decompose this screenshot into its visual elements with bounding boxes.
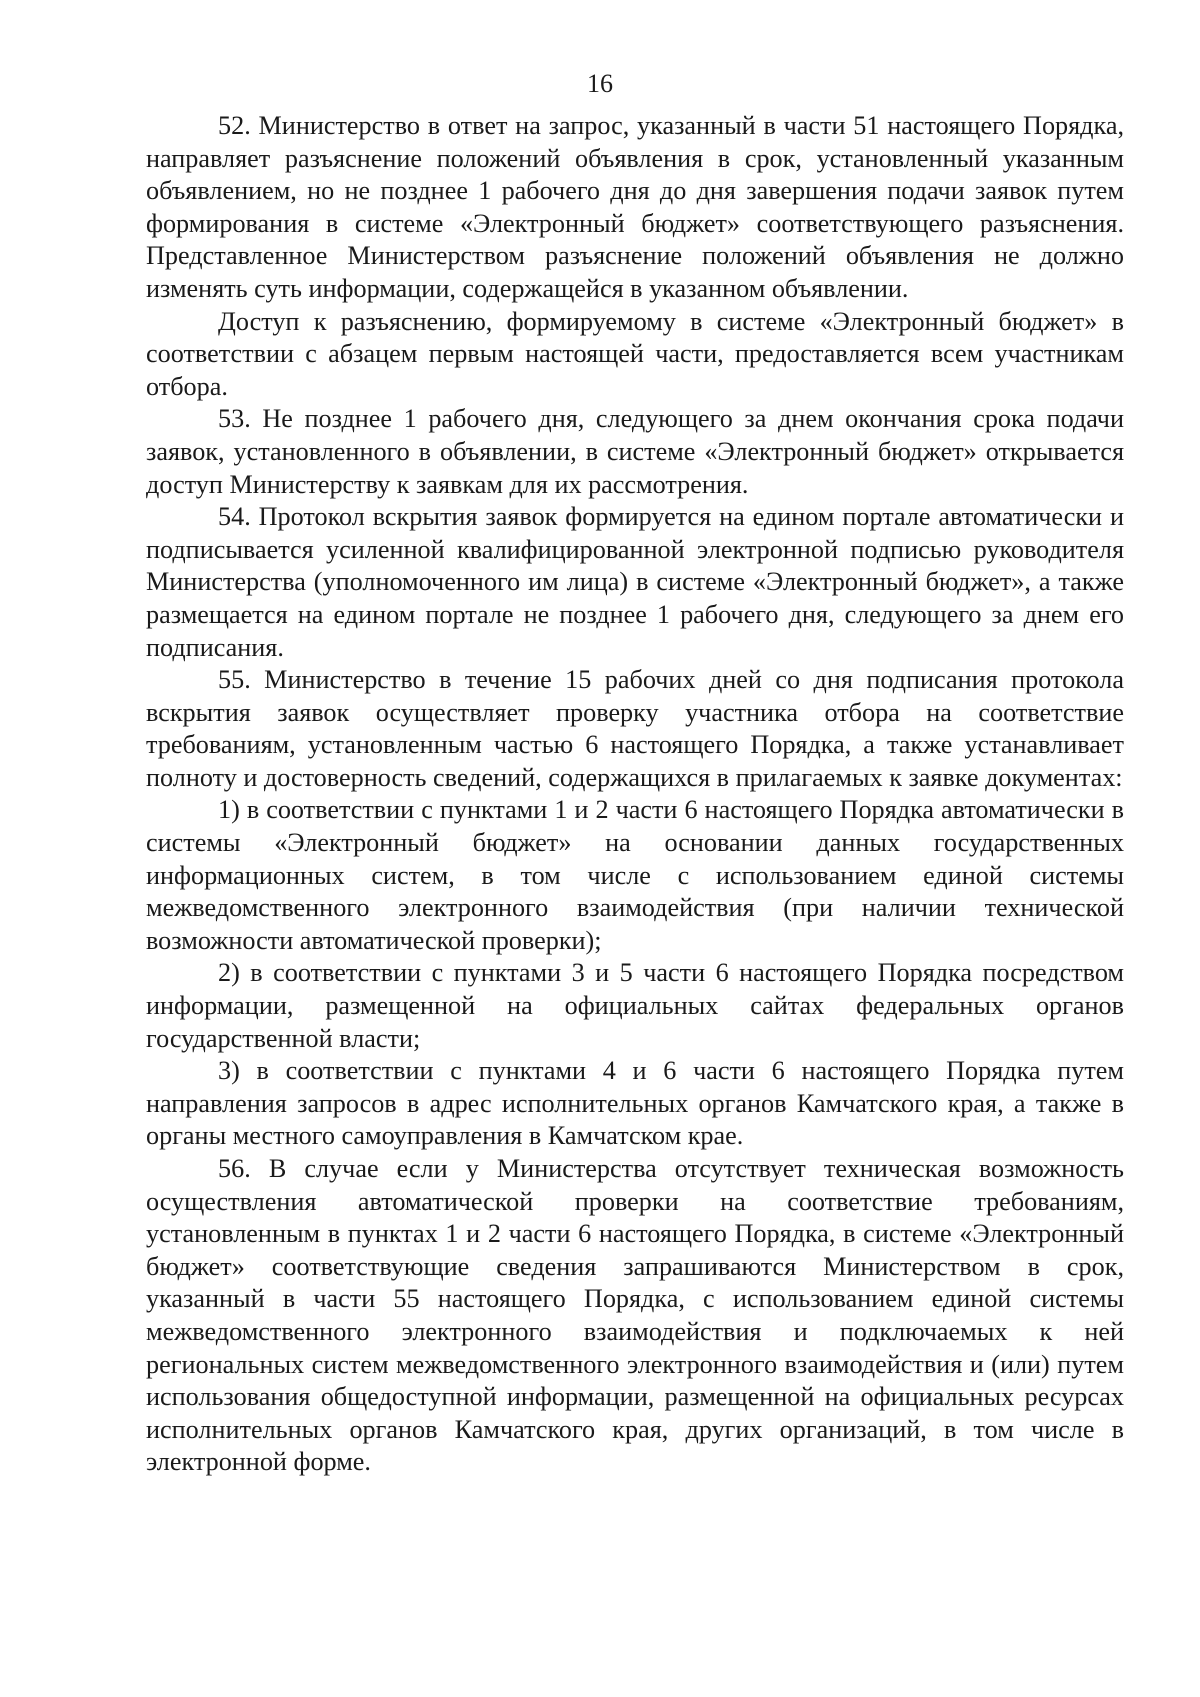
paragraph-53: 53. Не позднее 1 рабочего дня, следующего за днем окончания срока подачи заявок, установленного в объявлении, в системе «Электронный бюджет» открывается доступ Министерству к заявкам для их рассмотрения. — [146, 404, 1124, 499]
document-body — [146, 110, 1124, 1479]
paragraph-55-item-1: 1) в соответствии с пунктами 1 и 2 части 6 настоящего Порядка автоматически в системы «Электронный бюджет» на основании данных государственных информационных систем, в том числе с использованием единой системы межведомственного электронного взаимодействия (при наличии технической возможности автоматической проверки); — [146, 795, 1124, 955]
paragraph-56: 56. В случае если у Министерства отсутствует техническая возможность осуществления автоматической проверки на соответствие требованиям, установленным в пунктах 1 и 2 части 6 настоящего Порядка, в системе «Электронный бюджет» соответствующие сведения запрашиваются Министерством в срок, указанный в части 55 настоящего Порядка, с использованием единой системы межведомственного электронного взаимодействия и подключаемых к ней региональных систем межведомственного электронного взаимодействия и (или) путем использования общедоступной информации, размещенной на официальных ресурсах исполнительных органов Камчатского края, других организаций, в том числе в электронной форме. — [146, 1154, 1124, 1477]
paragraph-54: 54. Протокол вскрытия заявок формируется на едином портале автоматически и подписывается усиленной квалифицированной электронной подписью руководителя Министерства (уполномоченного им лица) в системе «Электронный бюджет», а также размещается на едином портале не позднее 1 рабочего дня, следующего за днем его подписания. — [146, 502, 1124, 662]
paragraph-52-access: Доступ к разъяснению, формируемому в системе «Электронный бюджет» в соответствии с абзацем первым настоящей части, предоставляется всем участникам отбора. — [146, 306, 1124, 401]
paragraph-55-item-2: 2) в соответствии с пунктами 3 и 5 части 6 настоящего Порядка посредством информации, размещенной на официальных сайтах федеральных органов государственной власти; — [146, 958, 1124, 1053]
page-number: 16 — [587, 69, 613, 98]
paragraph-52: 52. Министерство в ответ на запрос, указанный в части 51 настоящего Порядка, направляет разъяснение положений объявления в срок, установленный указанным объявлением, но не позднее 1 рабочего дня до дня завершения подачи заявок путем формирования в системе «Электронный бюджет» соответствующего разъяснения. Представленное Министерством разъяснение положений объявления не должно изменять суть информации, содержащейся в указанном объявлении. — [146, 111, 1124, 303]
paragraph-55: 55. Министерство в течение 15 рабочих дней со дня подписания протокола вскрытия заявок осуществляет проверку участника отбора на соответствие требованиям, установленным частью 6 настоящего Порядка, а также устанавливает полноту и достоверность сведений, содержащихся в прилагаемых к заявке документах: — [146, 665, 1124, 792]
paragraph-55-item-3: 3) в соответствии с пунктами 4 и 6 части 6 настоящего Порядка путем направления запросов в адрес исполнительных органов Камчатского края, а также в органы местного самоуправления в Камчатском крае. — [146, 1056, 1124, 1151]
